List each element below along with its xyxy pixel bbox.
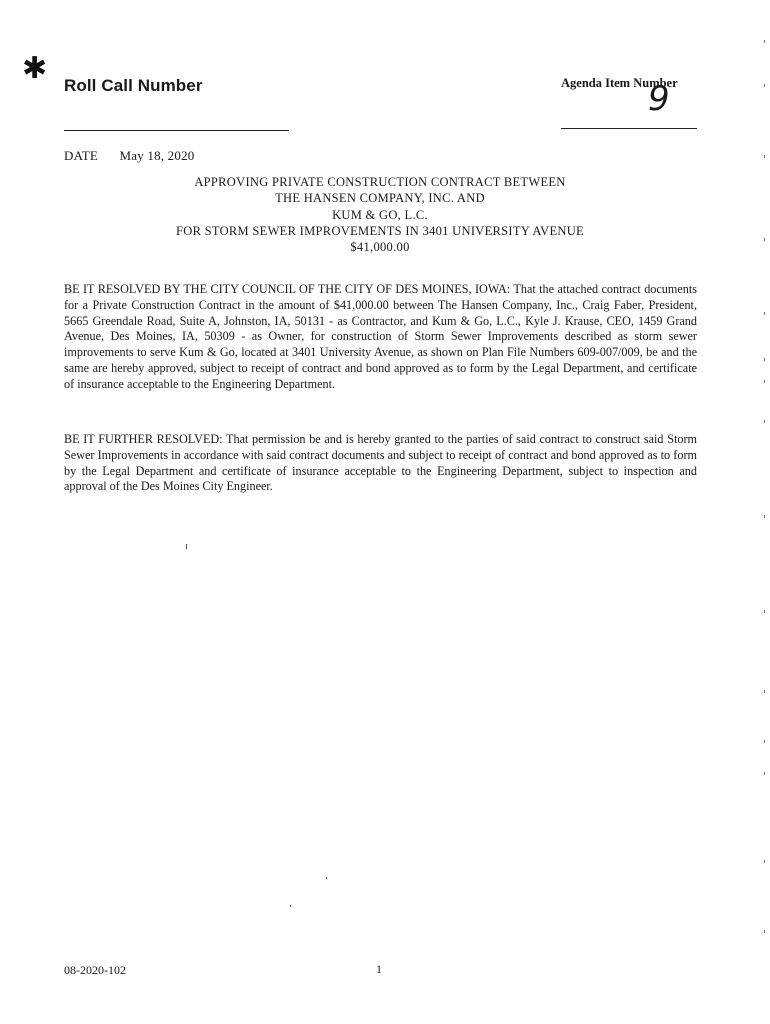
roll-call-label: Roll Call Number xyxy=(64,76,203,95)
title-line: APPROVING PRIVATE CONSTRUCTION CONTRACT BETWEEN xyxy=(194,175,566,189)
scan-speck xyxy=(186,544,187,549)
agenda-item-label: Agenda Item Number xyxy=(561,76,678,90)
agenda-item-number-line xyxy=(561,128,697,129)
date-label: DATE xyxy=(64,148,99,163)
date-row xyxy=(64,148,194,164)
star-icon: ✱ xyxy=(22,51,48,86)
title-line: KUM & GO, L.C. xyxy=(332,207,428,222)
title-line: FOR STORM SEWER IMPROVEMENTS IN 3401 UNIVERSITY AVENUE xyxy=(175,223,584,238)
title-line: $41,000.00 xyxy=(350,240,410,255)
document-code: 08-2020-102 xyxy=(64,963,126,977)
title-line: THE HANSEN COMPANY, INC. AND xyxy=(275,191,485,206)
date-value: May 18, 2020 xyxy=(119,148,195,163)
further-resolved-paragraph: BE IT FURTHER RESOLVED: That permission be and is hereby granted to the parties of said contract to construct said Storm Sewer Improvements in accordance with said contract documents and subject to receipt of contract and bond approved as to form by the Legal Department and certificate of insurance acceptable to the Engineering Department, subject to inspection and approval of the Des Moines City Engineer. xyxy=(64,432,697,494)
scan-speck xyxy=(290,905,291,907)
page-number: 1 xyxy=(376,962,382,976)
roll-call-number-line xyxy=(64,130,289,131)
agenda-item-number: 9 xyxy=(648,79,670,119)
scan-speck xyxy=(326,877,327,879)
resolution-title xyxy=(120,174,640,255)
resolution-paragraph: BE IT RESOLVED BY THE CITY COUNCIL OF THE CITY OF DES MOINES, IOWA: That the attached contract documents for a Private Construction Contract in the amount of $41,000.00 between The Hansen Company, Inc., Craig Faber, President, 5665 Greendale Road, Suite A, Johnston, IA, 50131 - as Contractor, and Kum & Go, L.C., Kyle J. Krause, CEO, 1459 Grand Avenue, Des Moines, IA, 50309 - as Owner, for construction of Storm Sewer Improvements described as storm sewer improvements to serve Kum & Go, located at 3401 University Avenue, as shown on Plan File Numbers 609-007/009, be and the same are hereby approved, subject to receipt of contract and bond approved as to form by the Legal Department, and certificate of insurance acceptable to the Engineering Department. xyxy=(64,282,697,391)
